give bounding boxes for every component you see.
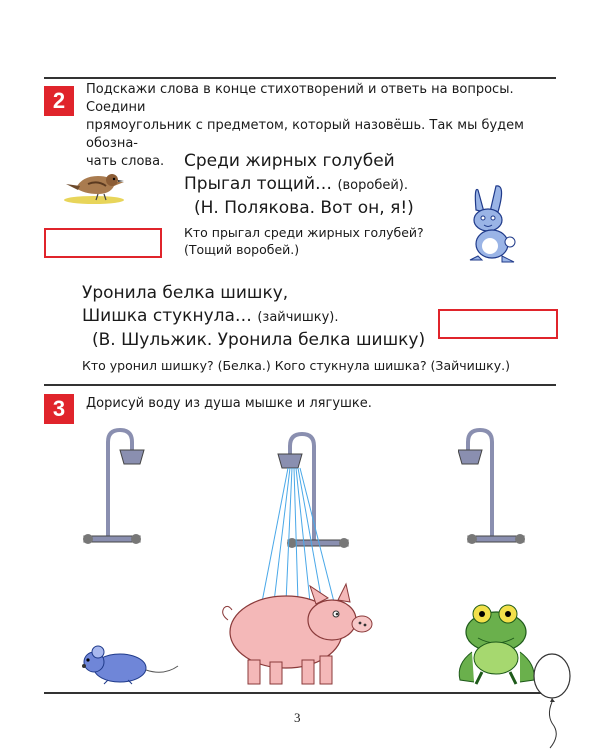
page-number: 3 bbox=[294, 710, 301, 725]
section-divider-middle bbox=[44, 384, 556, 386]
mouse-image bbox=[78, 640, 182, 686]
poem-hare: Уронила белка шишку, Шишка стукнула… (зайчишку). (В. Шульжик. Уронила белка шишку) bbox=[82, 283, 426, 350]
pig-image bbox=[214, 580, 374, 690]
question-sparrow: Кто прыгал среди жирных голубей? (Тощий воробей.) bbox=[184, 225, 424, 257]
shower-left bbox=[80, 428, 150, 552]
task-instruction: Подскажи слова в конце стихотворений и ответь на вопросы. Соедини прямоугольник с предметом, который назовёшь. Так мы будем обозна- чать слова. bbox=[86, 82, 524, 169]
task-number-badge: 2 bbox=[44, 86, 74, 116]
question-hare: Кто уронил шишку? (Белка.) Кого стукнула шишка? (Зайчишку.) bbox=[82, 358, 510, 373]
answer-rectangle-hare[interactable] bbox=[438, 309, 558, 339]
poem-sparrow: Среди жирных голубей Прыгал тощий… (воробей). (Н. Полякова. Вот он, я!) bbox=[184, 151, 414, 218]
section-divider-top bbox=[44, 77, 556, 79]
task-instruction: Дорисуй воду из душа мышке и лягушке. bbox=[86, 396, 372, 411]
answer-rectangle-sparrow[interactable] bbox=[44, 228, 162, 258]
section-divider-bottom bbox=[44, 692, 544, 694]
task-number-badge: 3 bbox=[44, 394, 74, 424]
shower-right bbox=[458, 428, 528, 552]
sparrow-image bbox=[62, 160, 130, 208]
hare-image bbox=[456, 184, 526, 264]
balloon-image bbox=[528, 652, 578, 750]
